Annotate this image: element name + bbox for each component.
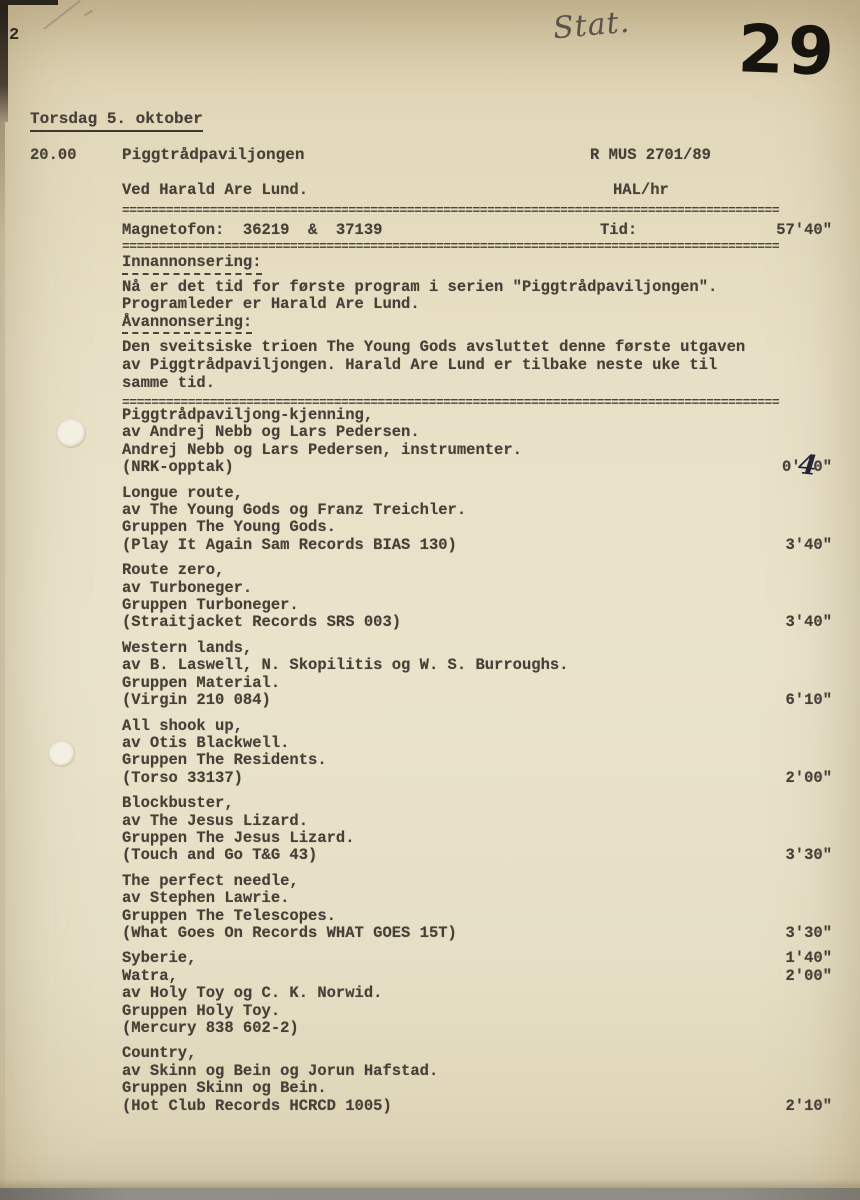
track-time: 3'40" <box>785 613 832 632</box>
track-text: Gruppen Holy Toy. <box>122 1001 281 1020</box>
program-title: Piggtrådpaviljongen <box>122 146 305 164</box>
track-text: (Touch and Go T&G 43) <box>122 846 318 865</box>
separator-line: ========================================================================================== <box>122 395 780 409</box>
track-text: Blockbuster, <box>122 794 234 813</box>
track-line <box>122 562 832 579</box>
track <box>122 718 832 788</box>
track-line <box>122 890 832 907</box>
track-line <box>122 813 832 830</box>
track-line <box>122 1045 832 1062</box>
track-line <box>122 752 832 769</box>
intro-announcement-line: Nå er det tid for første program i serien "Piggtrådpaviljongen". <box>122 277 718 296</box>
track-time: 2'00" <box>785 768 832 787</box>
punch-hole-top <box>56 418 86 448</box>
track-line <box>122 580 832 597</box>
host-line: Ved Harald Are Lund. <box>122 181 309 199</box>
track-text: Gruppen The Residents. <box>122 751 327 770</box>
initials: HAL/hr <box>613 181 669 199</box>
track-line <box>122 485 832 502</box>
track-text: av The Jesus Lizard. <box>122 811 309 830</box>
track-text: The perfect needle, <box>122 871 299 890</box>
broadcast-date: Torsdag 5. oktober <box>30 110 203 132</box>
track-line <box>122 950 832 967</box>
track-text: (Play It Again Sam Records BIAS 130) <box>122 535 457 554</box>
track-text: (Straitjacket Records SRS 003) <box>122 613 402 632</box>
total-duration: 57'40" <box>776 221 832 239</box>
scan-bottom-smudge <box>0 1179 860 1188</box>
track <box>122 950 832 1037</box>
scan-bottom-band <box>0 1188 860 1200</box>
track-text: Andrej Nebb og Lars Pedersen, instrumenter. <box>122 440 522 459</box>
intro-announcement-line: Programleder er Harald Are Lund. <box>122 295 420 314</box>
track-text: av Andrej Nebb og Lars Pedersen. <box>122 423 420 442</box>
scan-left-edge-shadow <box>0 0 5 1200</box>
intro-announcement-label: Innannonsering: <box>122 254 262 275</box>
scan-top-edge-dark <box>0 0 58 5</box>
track-line <box>122 1098 832 1115</box>
track-text: Gruppen The Telescopes. <box>122 906 336 925</box>
track-text: av Skinn og Bein og Jorun Hafstad. <box>122 1061 439 1080</box>
announcements-block <box>122 254 838 392</box>
outro-announcement-line: samme tid. <box>122 373 216 392</box>
track-line <box>122 1003 832 1020</box>
track-text: Longue route, <box>122 483 243 502</box>
track-line <box>122 830 832 847</box>
punch-hole-bottom <box>48 740 75 767</box>
time-typed-prefix: 0' <box>781 458 801 477</box>
track-line <box>122 614 832 631</box>
separator-line: ========================================================================================== <box>122 203 780 217</box>
time-typed-suffix: 0" <box>813 458 832 477</box>
track-line <box>122 735 832 752</box>
track-text: Gruppen The Young Gods. <box>122 518 336 537</box>
track-time: 3'30" <box>785 923 832 942</box>
track-time: 6'10" <box>785 691 832 710</box>
pencil-mark-small <box>84 10 93 16</box>
track <box>122 562 832 632</box>
track-text: Gruppen Material. <box>122 673 281 692</box>
track-text: Route zero, <box>122 561 225 580</box>
track-text: av Turboneger. <box>122 578 253 597</box>
track <box>122 873 832 943</box>
track-text: (Torso 33137) <box>122 768 243 787</box>
track-line <box>122 795 832 812</box>
track-time: 3'40" <box>785 535 832 554</box>
track-line <box>122 442 832 459</box>
track-line <box>122 1020 832 1037</box>
page-corner-number: 2 <box>9 26 20 45</box>
track-time-overwritten <box>781 449 832 483</box>
broadcast-start-time: 20.00 <box>30 146 77 164</box>
track-text: av Stephen Lawrie. <box>122 889 290 908</box>
track-line <box>122 519 832 536</box>
handwritten-digit: 4 <box>796 449 819 483</box>
track-line <box>122 502 832 519</box>
track <box>122 485 832 555</box>
track-line <box>122 985 832 1002</box>
track-time: 1'40" <box>785 949 832 968</box>
track-text: (Hot Club Records HCRCD 1005) <box>122 1096 392 1115</box>
duration-label: Tid: <box>600 221 638 239</box>
track-text: Piggtrådpaviljong-kjenning, <box>122 406 374 424</box>
track-line <box>122 968 832 985</box>
track-text: Watra, <box>122 966 178 985</box>
track-line <box>122 847 832 864</box>
track-text: Syberie, <box>122 949 197 968</box>
separator-line: ========================================================================================== <box>122 239 780 253</box>
track-time: 3'30" <box>785 846 832 865</box>
scan-left-edge-dark <box>0 0 8 122</box>
track <box>122 406 832 483</box>
track-time: 2'00" <box>785 966 832 985</box>
track-line <box>122 718 832 735</box>
track-line <box>122 675 832 692</box>
handwritten-page-number: 29 <box>736 10 840 91</box>
track-text: Gruppen Skinn og Bein. <box>122 1079 327 1098</box>
track-line <box>122 925 832 942</box>
track-line <box>122 770 832 787</box>
track-time: 2'10" <box>785 1096 832 1115</box>
track-text: av Otis Blackwell. <box>122 733 290 752</box>
track-text: Gruppen Turboneger. <box>122 596 299 615</box>
track-text: All shook up, <box>122 716 243 735</box>
track-text: (NRK-opptak) <box>122 458 234 477</box>
track-text: (Mercury 838 602-2) <box>122 1019 299 1037</box>
track-text: Country, <box>122 1044 197 1063</box>
track-line <box>122 424 832 441</box>
handwritten-stat-note: Stat. <box>551 4 632 47</box>
track <box>122 795 832 865</box>
program-reference: R MUS 2701/89 <box>590 146 711 164</box>
track-line <box>122 873 832 890</box>
tape-numbers: Magnetofon: 36219 & 37139 <box>122 221 383 239</box>
track-text: (Virgin 210 084) <box>122 691 271 710</box>
track-line <box>122 407 832 424</box>
track-text: Western lands, <box>122 638 253 657</box>
outro-announcement-label: Åvannonsering: <box>122 314 252 335</box>
track-text: av The Young Gods og Franz Treichler. <box>122 501 467 520</box>
track-text: av Holy Toy og C. K. Norwid. <box>122 984 383 1003</box>
track-line <box>122 597 832 614</box>
track-line <box>122 1063 832 1080</box>
track-line <box>122 692 832 709</box>
track-text: (What Goes On Records WHAT GOES 15T) <box>122 923 457 942</box>
track-line <box>122 908 832 925</box>
track-line <box>122 537 832 554</box>
track-text: Gruppen The Jesus Lizard. <box>122 828 355 847</box>
outro-announcement-line: av Piggtrådpaviljongen. Harald Are Lund er tilbake neste uke til <box>122 355 718 374</box>
track-line <box>122 1080 832 1097</box>
track-text: av B. Laswell, N. Skopilitis og W. S. Burroughs. <box>122 656 569 675</box>
outro-announcement-line: Den sveitsiske trioen The Young Gods avsluttet denne første utgaven <box>122 338 746 357</box>
track <box>122 1045 832 1115</box>
tracks <box>122 407 832 1123</box>
track-line <box>122 640 832 657</box>
track <box>122 640 832 710</box>
track-line <box>122 657 832 674</box>
